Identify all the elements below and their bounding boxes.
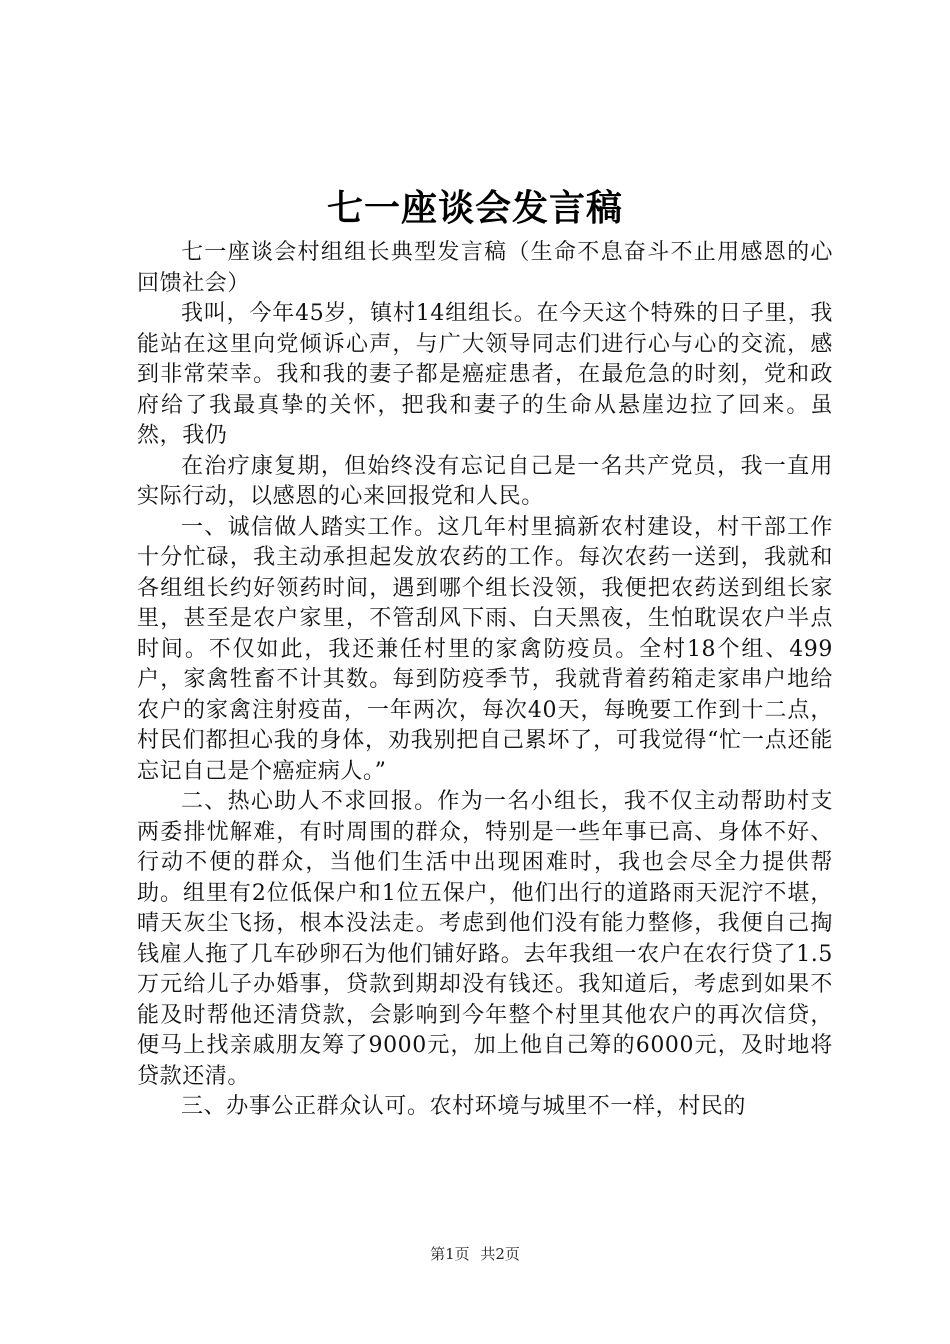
document-body <box>137 238 833 1123</box>
paragraph-section-two: 二、热心助人不求回报。作为一名小组长，我不仅主动帮助村支两委排忧解难，有时周围的群众，特别是一些年事已高、身体不好、行动不便的群众，当他们生活中出现困难时，我也会尽全力提供帮助。组里有2位低保户和1位五保户，他们出行的道路雨天泥泞不堪，晴天灰尘飞扬，根本没法走。考虑到他们没有能力整修，我便自己掏钱雇人拖了几车砂卵石为他们铺好路。去年我组一农户在农行贷了1.5万元给儿子办婚事，贷款到期却没有钱还。我知道后，考虑到如果不能及时帮他还清贷款，会影响到今年整个村里其他农户的再次信贷，便马上找亲戚朋友筹了9000元，加上他自己筹的6000元，及时地将贷款还清。 <box>137 789 833 1089</box>
paragraph-self-introduction: 我叫，今年45岁，镇村14组组长。在今天这个特殊的日子里，我能站在这里向党倾诉心声，与广大领导同志们进行心与心的交流，感到非常荣幸。我和我的妻子都是癌症患者，在最危急的时刻，党和政府给了我最真挚的关怀，把我和妻子的生命从悬崖边拉了回来。虽然，我仍 <box>137 301 833 448</box>
paragraph-intro: 七一座谈会村组组长典型发言稿（生命不息奋斗不止用感恩的心回馈社会） <box>137 240 833 296</box>
paragraph-section-three: 三、办事公正群众认可。农村环境与城里不一样，村民的 <box>181 1094 747 1119</box>
page-footer <box>0 1244 950 1264</box>
paragraph-section-one: 一、诚信做人踏实工作。这几年村里搞新农村建设，村干部工作十分忙碌，我主动承担起发放农药的工作。每次农药一送到，我就和各组组长约好领药时间，遇到哪个组长没领，我便把农药送到组长家里，甚至是农户家里，不管刮风下雨、白天黑夜，生怕耽误农户半点时间。不仅如此，我还兼任村里的家禽防疫员。全村18个组、499户，家禽牲畜不计其数。每到防疫季节，我就背着药箱走家串户地给农户的家禽注射疫苗，一年两次，每次40天，每晚要工作到十二点，村民们都担心我的身体，劝我别把自己累坏了，可我觉得“忙一点还能忘记自己是个癌症病人。” <box>137 514 833 784</box>
page-total: 共2页 <box>480 1245 520 1263</box>
paragraph-recovery: 在治疗康复期，但始终没有忘记自己是一名共产党员，我一直用实际行动，以感恩的心来回报党和人民。 <box>137 453 833 509</box>
document-title: 七一座谈会发言稿 <box>326 187 623 229</box>
page-number: 第1页 <box>430 1245 470 1263</box>
